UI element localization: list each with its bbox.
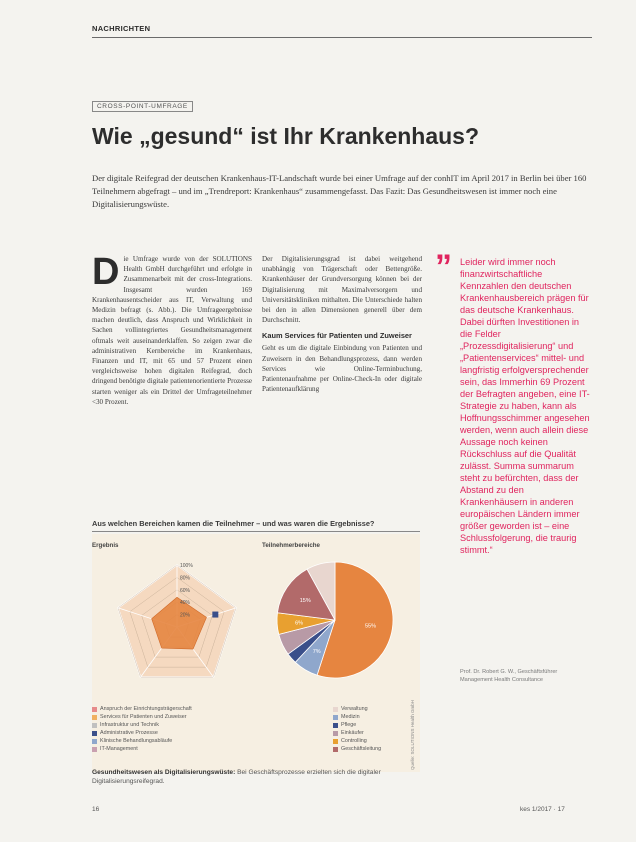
caption-text: Bei Geschäftsprozesse erzielten sich die digitaler Digitalisierungsreifegrad. (92, 769, 381, 785)
radar-tick-label: 40% (180, 600, 191, 607)
article-column-1 (92, 251, 252, 407)
radar-legend-swatch (92, 715, 97, 720)
radar-legend-label: IT-Management (100, 746, 138, 752)
pie-legend (333, 705, 381, 753)
pie-legend-item (333, 721, 381, 729)
pie-legend-swatch (333, 715, 338, 720)
column-2-subhead: Kaum Services für Patienten und Zuweiser (262, 331, 412, 341)
pie-legend-item (333, 737, 381, 745)
radar-tick-label: 20% (180, 612, 191, 619)
pie-legend-label: Einkäufer (341, 730, 364, 736)
pull-quote: Leider wird immer noch finanzwirtschaftliche Kennzahlen den deutschen Krankenhausbereich prägen für das deutsche Krankenhaus. Dabei dürften Investitionen in die Felder „Prozessdigitalisierung“ und „Patientenservices“ mittel- und langfristig erfolgversprechender sein, das Immerhin 69 Prozent der Befragten angeben, eine IT-Strategie zu haben, kann als Hoffnungsschimmer angesehen werden, wenn auch allein diese Aussage noch keinen Rückschluss auf die Qualität zulässt. Summa summarum steht zu befürchten, dass der Abstand zu den Krankenhäusern in anderen europäischen Ländern immer größer geworden ist – eine Schlussfolgerung, die traurig stimmt.“ (460, 257, 590, 555)
pie-chart (260, 548, 410, 698)
figure-caption (92, 768, 420, 786)
radar-legend-item (92, 713, 192, 721)
radar-legend-swatch (92, 739, 97, 744)
quote-attribution: Prof. Dr. Robert G. W., Geschäftsführer Management Health Consultance (460, 669, 558, 683)
radar-legend-swatch (92, 731, 97, 736)
radar-legend-swatch (92, 707, 97, 712)
radar-legend-label: Klinische Behandlungsabläufe (100, 738, 173, 744)
radar-legend-item (92, 721, 192, 729)
pie-slice-label: 6% (295, 620, 304, 627)
pie-legend-label: Verwaltung (341, 706, 368, 712)
radar-marker (212, 612, 218, 618)
radar-legend-label: Infrastruktur und Technik (100, 722, 159, 728)
radar-tick-label: 80% (180, 575, 191, 582)
top-rule (92, 37, 592, 38)
article-lead: Der digitale Reifegrad der deutschen Krankenhaus-IT-Landschaft wurde bei einer Umfrage auf der conhIT im April 2017 in Berlin bei über 160 Teilnehmern abgefragt – und im „Trendreport: Krankenhaus“ zusammengefasst. Das Fazit: Das Gesundheitswesen ist immer noch eine Digitalisierungswüste. (92, 173, 587, 209)
radar-tick-label: 60% (180, 587, 191, 594)
radar-chart (92, 542, 262, 697)
pie-legend-swatch (333, 731, 338, 736)
pie-slice-label: 15% (299, 597, 311, 604)
figure-source: Quelle: SOLUTIONS Health GmbH (410, 700, 415, 771)
pie-legend-label: Geschäftsleitung (341, 746, 382, 752)
column-2-text-a: Der Digitalisierungsgrad ist dabei weitgehend unabhängig von Trägerschaft oder Bettengröße. Krankenhäuser der Grundversorgung können bei der Digitalisierung mit Maximalversorgern und Universitätskliniken mithalten. Die Unterschiede halten bei den in allen Dimensionen generell über dem Durchschnitt. (262, 255, 422, 325)
article-headline: Wie „gesund“ ist Ihr Krankenhaus? (92, 123, 480, 149)
radar-legend-item (92, 737, 192, 745)
radar-tick-label: 100% (180, 563, 193, 569)
pie-legend-item (333, 745, 381, 753)
column-2-text-b: Geht es um die digitale Einbindung von Patienten und Zuweisern in den Behandlungsprozess, dann werden Services wie Online-Terminbuchung, Patientenaufnahme per Online-Check-In oder digitale Patientenaufklärung (262, 344, 422, 394)
article-column-2 (262, 254, 422, 394)
caption-bold: Gesundheitswesen als Digitalisierungswüste: (92, 769, 236, 776)
pie-legend-item (333, 713, 381, 721)
radar-legend-item (92, 745, 192, 753)
radar-chart-title: Ergebnis (92, 542, 119, 549)
article-kicker: CROSS-POINT-UMFRAGE (92, 101, 193, 112)
radar-legend-item (92, 729, 192, 737)
pie-legend-swatch (333, 707, 338, 712)
radar-legend-label: Anspruch der Einrichtungsträgerschaft (100, 706, 192, 712)
radar-legend-swatch (92, 723, 97, 728)
radar-legend-swatch (92, 747, 97, 752)
pie-slice-label: 55% (365, 623, 377, 630)
radar-legend-item (92, 705, 192, 713)
pie-legend-label: Medizin (341, 714, 360, 720)
quote-mark-icon: ” (435, 248, 452, 286)
radar-legend-label: Services für Patienten und Zuweiser (100, 714, 187, 720)
radar-legend-label: Administrative Prozesse (100, 730, 158, 736)
pie-legend-swatch (333, 723, 338, 728)
pie-legend-item (333, 729, 381, 737)
section-label: NACHRICHTEN (92, 24, 151, 33)
pie-legend-label: Pflege (341, 722, 357, 728)
drop-cap: D (92, 251, 120, 293)
pie-legend-label: Controlling (341, 738, 367, 744)
radar-legend (92, 705, 192, 753)
pie-legend-swatch (333, 747, 338, 752)
page-number-left: 16 (92, 806, 100, 813)
column-1-text: ie Umfrage wurde von der SOLUTIONS Health GmbH durchgeführt und erfolgte in Zusammenarbeit mit der cross-Integrations. Insgesamt wurden 169 Krankenhausentscheider aus IT, Verwaltung und Medizin befragt (s. Abb.). Die Umfrageergebnisse machen deutlich, dass Anspruch und Wirklichkeit in Sachen vollintegriertes Gesundheitsmanagement oftmals weit auseinanderklaffen. So zeigen zwar die administrativen Kernbereiche im Krankenhaus, Finanzen und IT, mit 65 und 57 Prozent einen vergleichsweise hohen digitalen Reifegrad, doch dringend benötigte digitale patientenorientierte Prozesse starten weniger als ein Drittel der Umfrageteilnehmer <30 Prozent. (92, 255, 252, 406)
pie-legend-item (333, 705, 381, 713)
figure-rule (92, 531, 420, 532)
pie-chart-title: Teilnehmerbereiche (262, 542, 321, 549)
figure-title: Aus welchen Bereichen kamen die Teilnehmer – und was waren die Ergebnisse? (92, 519, 375, 528)
pie-legend-swatch (333, 739, 338, 744)
pie-slice-label: 7% (312, 648, 321, 655)
page-number-right: kes 1/2017 · 17 (520, 806, 565, 813)
